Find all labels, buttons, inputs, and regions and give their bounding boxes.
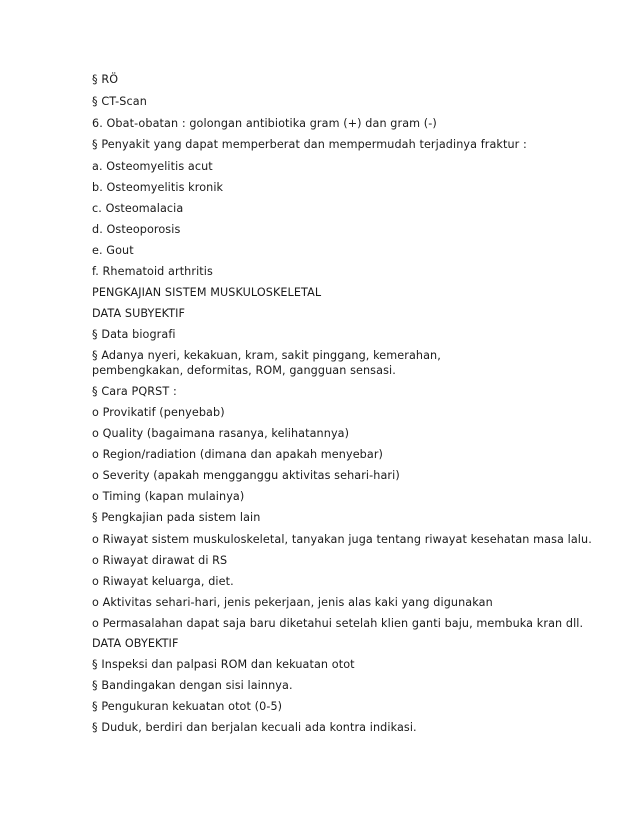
text-line: b. Osteomyelitis kronik [92, 181, 224, 194]
text-line: a. Osteomyelitis acut [92, 160, 213, 173]
text-line: c. Osteomalacia [92, 202, 184, 215]
text-line: e. Gout [92, 244, 134, 257]
text-line: o Severity (apakah mengganggu aktivitas sehari-hari) [92, 469, 400, 482]
text-line: § Data biografi [92, 328, 176, 341]
text-line: 6. Obat-obatan : golongan antibiotika gram (+) dan gram (-) [92, 117, 437, 130]
text-line: o Timing (kapan mulainya) [92, 490, 245, 503]
text-line: § CT-Scan [92, 95, 147, 108]
section-heading: DATA OBYEKTIF [92, 637, 179, 650]
text-line: § Penyakit yang dapat memperberat dan mempermudah terjadinya fraktur : [92, 138, 527, 151]
text-line: o Aktivitas sehari-hari, jenis pekerjaan, jenis alas kaki yang digunakan [92, 596, 493, 609]
text-line: o Riwayat sistem muskuloskeletal, tanyakan juga tentang riwayat kesehatan masa lalu. [92, 533, 592, 546]
text-line: § Duduk, berdiri dan berjalan kecuali ada kontra indikasi. [92, 721, 417, 734]
text-line: f. Rhematoid arthritis [92, 265, 213, 278]
text-line: § Adanya nyeri, kekakuan, kram, sakit pinggang, kemerahan, pembengkakan, deformitas, ROM, gangguan sensasi. [92, 349, 441, 377]
text-line: o Region/radiation (dimana dan apakah menyebar) [92, 448, 384, 461]
section-heading: PENGKAJIAN SISTEM MUSKULOSKELETAL [92, 286, 322, 299]
text-line: o Riwayat dirawat di RS [92, 554, 228, 567]
text-line: § RÖ [92, 73, 119, 86]
text-line: § Pengukuran kekuatan otot (0-5) [92, 700, 283, 713]
text-line: d. Osteoporosis [92, 223, 181, 236]
text-line: o Riwayat keluarga, diet. [92, 575, 234, 588]
text-line: § Inspeksi dan palpasi ROM dan kekuatan otot [92, 658, 355, 671]
text-line: § Pengkajian pada sistem lain [92, 511, 261, 524]
text-line: o Quality (bagaimana rasanya, kelihatannya) [92, 427, 350, 440]
text-line: § Cara PQRST : [92, 385, 177, 398]
text-line: o Permasalahan dapat saja baru diketahui setelah klien ganti baju, membuka kran dll. [92, 617, 584, 630]
text-line: § Bandingakan dengan sisi lainnya. [92, 679, 293, 692]
text-line: o Provikatif (penyebab) [92, 406, 225, 419]
section-heading: DATA SUBYEKTIF [92, 307, 186, 320]
